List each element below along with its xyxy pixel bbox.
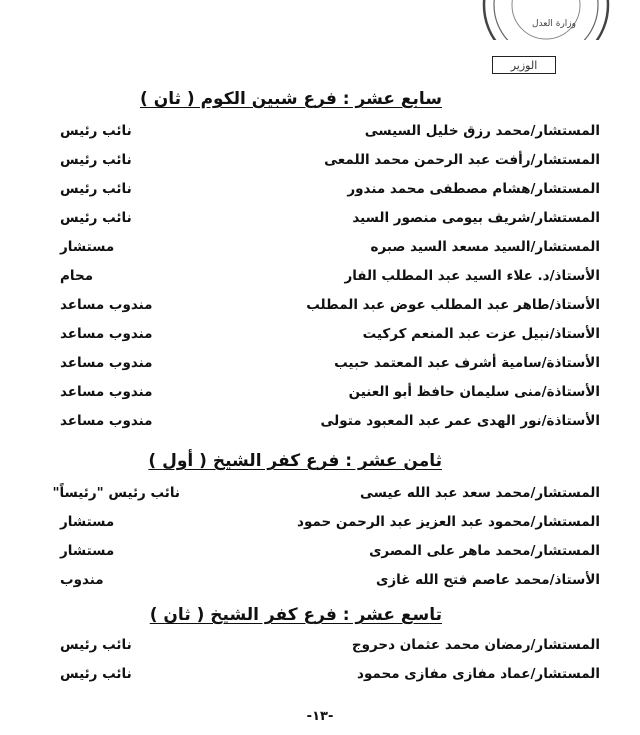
member-role: مستشار bbox=[60, 514, 115, 530]
member-name: الأستاذ/د. علاء السيد عبد المطلب الفار bbox=[344, 268, 600, 284]
list-item bbox=[52, 482, 600, 504]
member-role: نائب رئيس bbox=[60, 637, 132, 653]
member-name: الأستاذ/محمد عاصم فتح الله غازى bbox=[376, 572, 600, 588]
section-title-kafr-el-sheikh-1: ثامن عشر : فرع كفر الشيخ ( أول ) bbox=[148, 451, 442, 471]
member-name: المستشار/شريف بيومى منصور السيد bbox=[352, 210, 600, 226]
member-name: الأستاذ/طاهر عبد المطلب عوض عبد المطلب bbox=[306, 297, 600, 313]
member-name: الأستاذة/منى سليمان حافظ أبو العنين bbox=[348, 384, 600, 400]
member-role: مندوب مساعد bbox=[60, 384, 153, 400]
list-item bbox=[60, 410, 600, 432]
member-role: نائب رئيس bbox=[60, 152, 132, 168]
list-item bbox=[60, 663, 600, 685]
member-role: مندوب مساعد bbox=[60, 297, 153, 313]
member-name: المستشار/رمضان محمد عثمان دحروج bbox=[351, 637, 600, 653]
member-role: محام bbox=[60, 268, 94, 284]
page-number: -١٣- bbox=[306, 709, 334, 724]
member-name: الأستاذ/نبيل عزت عبد المنعم كركيت bbox=[362, 326, 600, 342]
member-role: مندوب مساعد bbox=[60, 355, 153, 371]
member-name: الأستاذة/نور الهدى عمر عبد المعبود متولى bbox=[320, 413, 600, 429]
list-item bbox=[60, 381, 600, 403]
list-item bbox=[60, 236, 600, 258]
list-item bbox=[60, 120, 600, 142]
list-item bbox=[60, 178, 600, 200]
list-item bbox=[60, 540, 600, 562]
list-item bbox=[60, 323, 600, 345]
member-name: المستشار/السيد مسعد السيد صبره bbox=[370, 239, 600, 255]
member-name: المستشار/محمد ماهر على المصرى bbox=[369, 543, 600, 559]
section-title-shebin-el-kom-2: سابع عشر : فرع شبين الكوم ( ثان ) bbox=[140, 89, 442, 109]
member-role: مستشار bbox=[60, 239, 115, 255]
list-item bbox=[60, 207, 600, 229]
member-role: نائب رئيس bbox=[60, 123, 132, 139]
member-role: نائب رئيس "رئيساً" bbox=[52, 485, 180, 501]
member-role: مندوب bbox=[60, 572, 104, 588]
list-item bbox=[60, 149, 600, 171]
member-role: مندوب مساعد bbox=[60, 326, 153, 342]
member-role: نائب رئيس bbox=[60, 181, 132, 197]
list-item bbox=[60, 352, 600, 374]
seal-caption: وزارة العدل bbox=[532, 19, 576, 29]
member-name: الأستاذة/سامية أشرف عبد المعتمد حبيب bbox=[334, 355, 600, 371]
member-name: المستشار/محمد سعد عبد الله عيسى bbox=[360, 485, 600, 501]
member-role: نائب رئيس bbox=[60, 210, 132, 226]
member-name: المستشار/محمود عبد العزيز عبد الرحمن حمود bbox=[297, 514, 600, 530]
member-name: المستشار/عماد مفازى مفازى محمود bbox=[357, 666, 600, 682]
member-role: نائب رئيس bbox=[60, 666, 132, 682]
list-item bbox=[60, 265, 600, 287]
list-item bbox=[60, 569, 600, 591]
member-role: مندوب مساعد bbox=[60, 413, 153, 429]
member-role: مستشار bbox=[60, 543, 115, 559]
member-name: المستشار/محمد رزق خليل السيسى bbox=[364, 123, 600, 139]
list-item bbox=[60, 634, 600, 656]
section-title-kafr-el-sheikh-2: تاسع عشر : فرع كفر الشيخ ( ثان ) bbox=[149, 605, 442, 625]
ministry-seal bbox=[480, 0, 612, 40]
minister-label: الوزير bbox=[492, 56, 556, 74]
member-name: المستشار/هشام مصطفى محمد مندور bbox=[347, 181, 600, 197]
member-name: المستشار/رأفت عبد الرحمن محمد اللمعى bbox=[324, 152, 600, 168]
list-item bbox=[60, 294, 600, 316]
list-item bbox=[60, 511, 600, 533]
